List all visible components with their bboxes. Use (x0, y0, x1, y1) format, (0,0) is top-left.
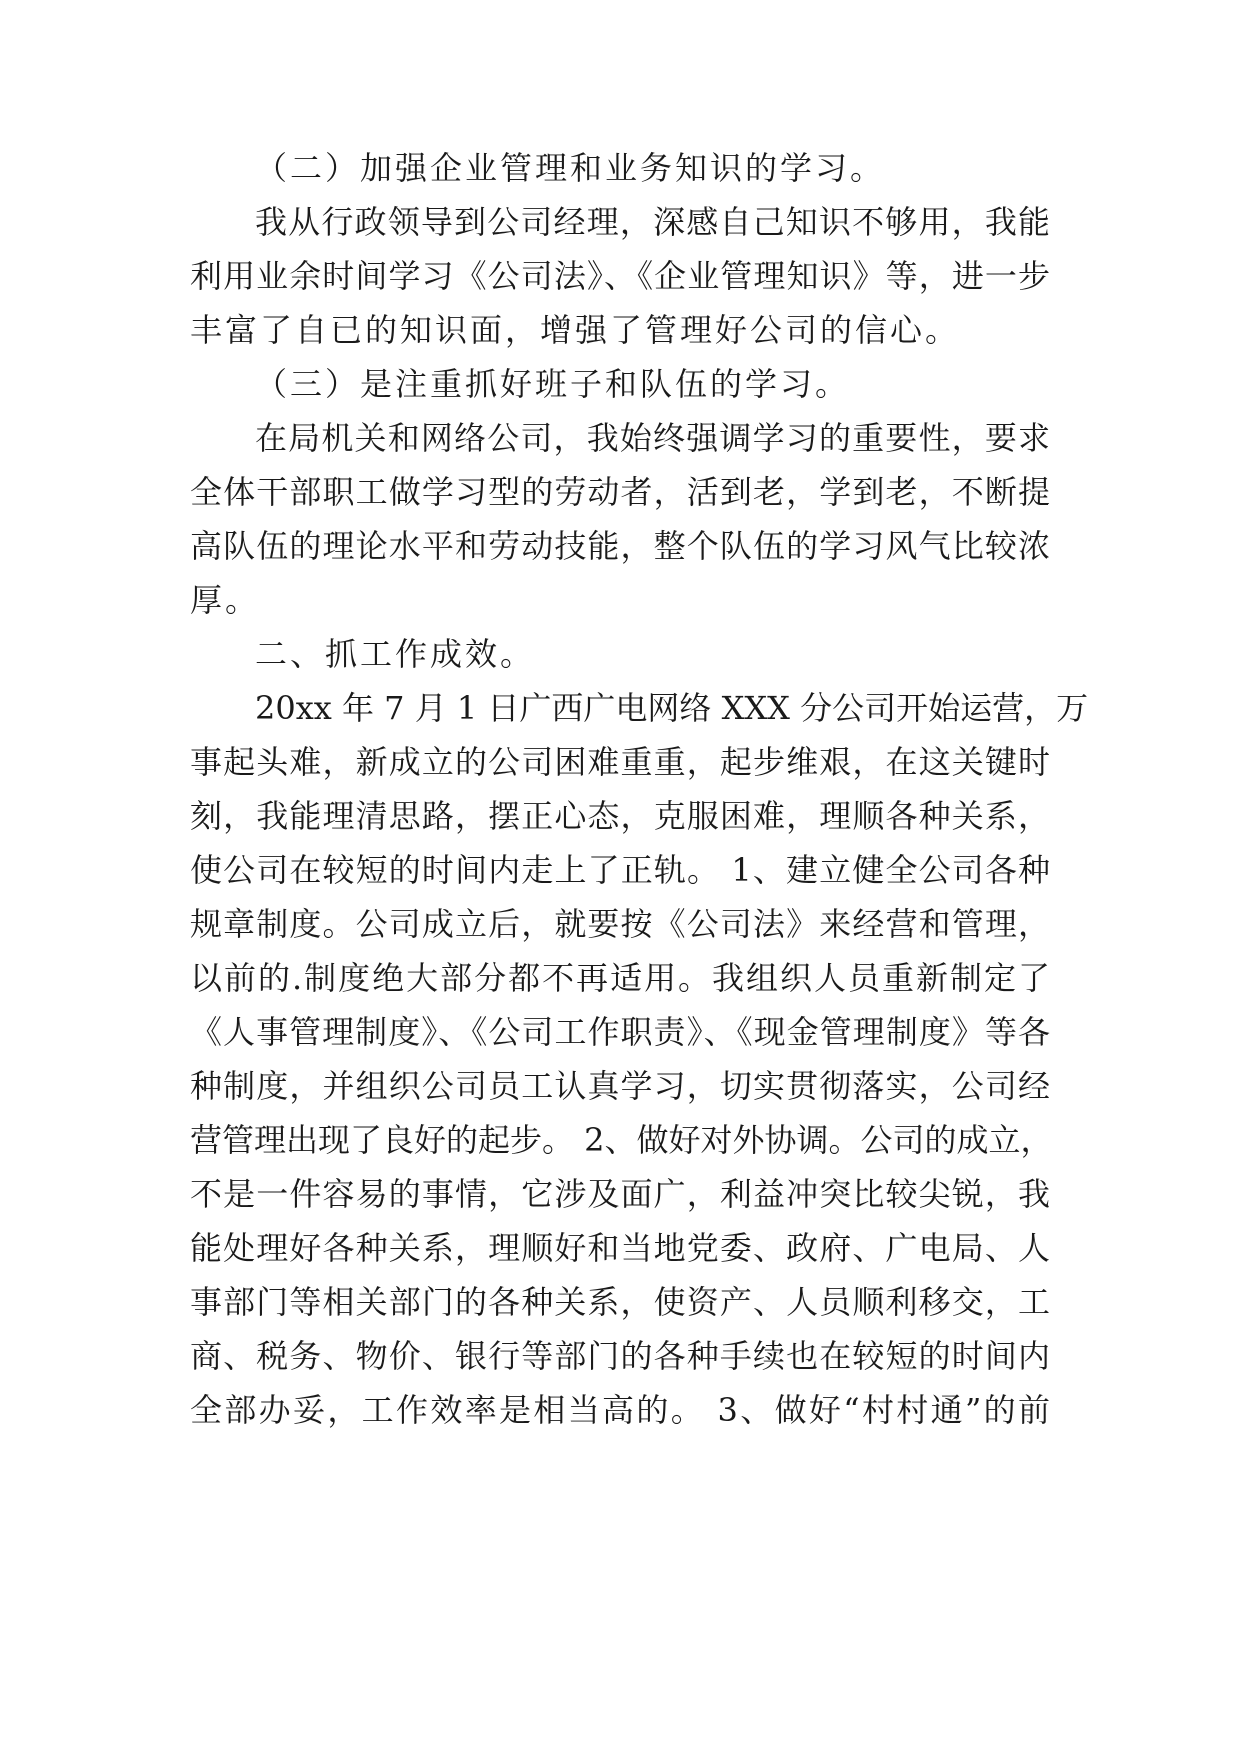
paragraph-line: 利用业余时间学习《公司法》、《企业管理知识》等，进一步 (190, 257, 1050, 295)
paragraph-line: 全体干部职工做学习型的劳动者，活到老，学到老，不断提 (190, 473, 1050, 511)
paragraph-line: 丰富了自已的知识面，增强了管理好公司的信心。 (190, 311, 961, 349)
paragraph-line: 《人事管理制度》、《公司工作职责》、《现金管理制度》等各 (190, 1013, 1050, 1051)
heading-part-2: 二、抓工作成效。 (255, 635, 536, 673)
paragraph-line: 使公司在较短的时间内走上了正轨。 1、建立健全公司各种 (190, 851, 1050, 889)
paragraph-line: 商、税务、物价、银行等部门的各种手续也在较短的时间内 (190, 1337, 1050, 1375)
paragraph-line: 我从行政领导到公司经理，深感自己知识不够用，我能 (255, 203, 1050, 241)
paragraph-line: 以前的.制度绝大部分都不再适用。我组织人员重新制定了 (190, 959, 1050, 997)
paragraph-line: 规章制度。公司成立后，就要按《公司法》来经营和管理， (190, 905, 1050, 943)
paragraph-line: 营管理出现了良好的起步。 2、做好对外协调。公司的成立， (190, 1121, 1053, 1159)
paragraph-line: 刻，我能理清思路，摆正心态，克服困难，理顺各种关系， (190, 797, 1050, 835)
paragraph-line: 高队伍的理论水平和劳动技能，整个队伍的学习风气比较浓 (190, 527, 1050, 565)
paragraph-line: 不是一件容易的事情，它涉及面广，利益冲突比较尖锐，我 (190, 1175, 1050, 1213)
paragraph-line: 厚。 (190, 581, 261, 619)
paragraph-line: 在局机关和网络公司，我始终强调学习的重要性，要求 (255, 419, 1050, 457)
paragraph-line: 全部办妥，工作效率是相当高的。 3、做好“村村通”的前 (190, 1391, 1050, 1429)
paragraph-line: 能处理好各种关系，理顺好和当地党委、政府、广电局、人 (190, 1229, 1050, 1267)
heading-section-3: （三）是注重抓好班子和队伍的学习。 (255, 365, 851, 403)
paragraph-line: 事部门等相关部门的各种关系，使资产、人员顺利移交，工 (190, 1283, 1050, 1321)
paragraph-line: 事起头难，新成立的公司困难重重，起步维艰，在这关键时 (190, 743, 1050, 781)
paragraph-line: 20xx 年 7 月 1 日广西广电网络 XXX 分公司开始运营，万 (255, 689, 1089, 727)
paragraph-line: 种制度，并组织公司员工认真学习，切实贯彻落实，公司经 (190, 1067, 1050, 1105)
heading-section-2: （二）加强企业管理和业务知识的学习。 (255, 149, 886, 187)
